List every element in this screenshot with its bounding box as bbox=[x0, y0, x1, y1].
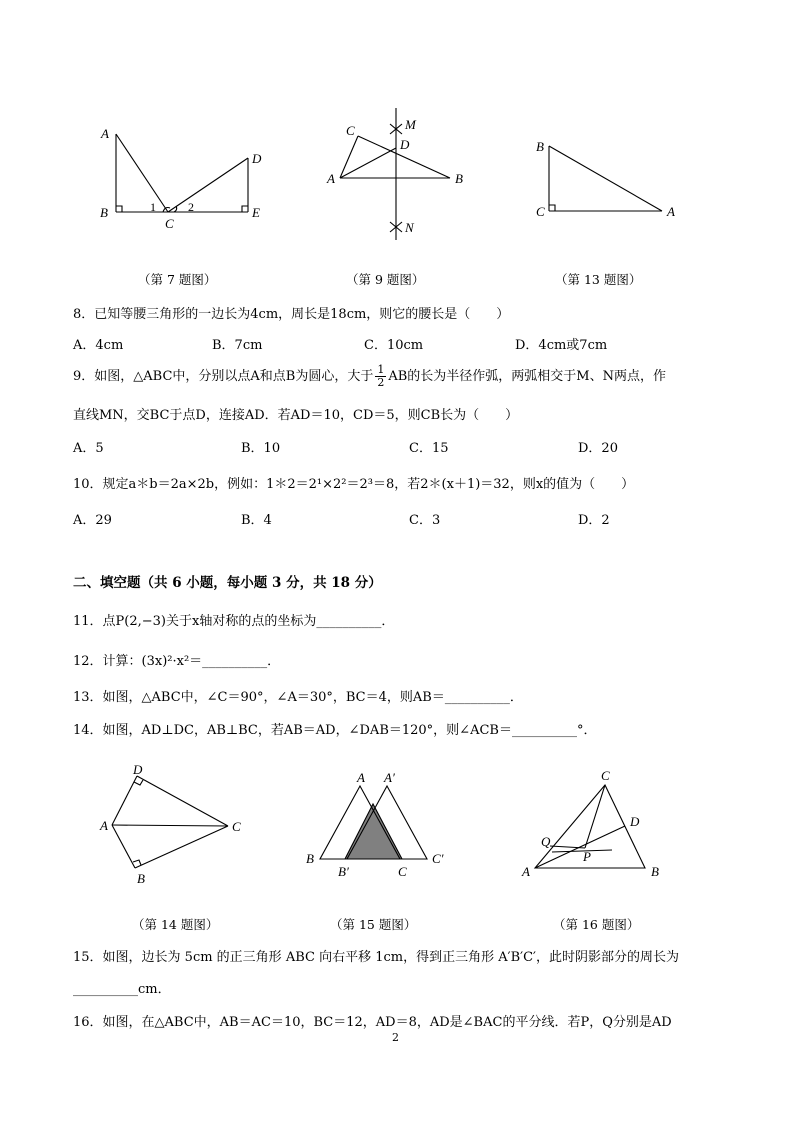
q8-option-c: C．10cm bbox=[364, 338, 424, 353]
question-14: 14．如图，AD⊥DC，AB⊥BC，若AB＝AD，∠DAB＝120°，则∠ACB＝__________°． bbox=[73, 723, 597, 738]
question-15-line2: __________cm． bbox=[73, 982, 171, 997]
fig16-label-A: A bbox=[522, 864, 530, 879]
fig9-label-M: M bbox=[405, 117, 416, 132]
fig15-label-C: C bbox=[398, 864, 407, 879]
question-12: 12．计算：(3x)²·x²＝__________． bbox=[73, 654, 281, 669]
fig15-label-B-prime: B′ bbox=[338, 864, 349, 879]
question-10: 10．规定a＊b＝2a×2b，例如：1＊2＝2¹×2²＝2³＝8，若2＊(x＋1)＝32，则x的值为（ ） bbox=[73, 477, 635, 492]
fig14-label-C: C bbox=[232, 819, 241, 834]
fig9-label-A: A bbox=[327, 171, 335, 186]
figure-7 bbox=[116, 134, 248, 212]
fig9-label-N: N bbox=[405, 220, 414, 235]
question-11: 11．点P(2,−3)关于x轴对称的点的坐标为__________． bbox=[73, 614, 395, 629]
fig15-label-A-prime: A′ bbox=[384, 770, 395, 785]
fig9-caption: （第 9 题图） bbox=[346, 272, 425, 287]
fig14-label-A: A bbox=[100, 818, 108, 833]
fig7-label-C: C bbox=[165, 216, 174, 231]
question-16: 16．如图，在△ABC中，AB＝AC＝10，BC＝12，AD＝8，AD是∠BAC的平分线．若P，Q分别是AD bbox=[73, 1015, 672, 1030]
q8-option-a: A．4cm bbox=[73, 338, 124, 353]
fig16-label-P: P bbox=[583, 849, 591, 864]
fig15-shaded-region bbox=[345, 804, 402, 859]
q10-option-d: D．2 bbox=[578, 513, 610, 528]
q10-option-a: A．29 bbox=[73, 513, 112, 528]
fig7-label-A: A bbox=[101, 126, 109, 141]
figure-15 bbox=[320, 786, 427, 859]
fig7-angle-1: 1 bbox=[150, 200, 156, 214]
q8-option-b: B．7cm bbox=[212, 338, 263, 353]
fig16-label-Q: Q bbox=[541, 834, 551, 849]
q9-option-b: B．10 bbox=[241, 441, 281, 456]
fig16-label-C: C bbox=[601, 768, 610, 783]
fig14-label-D: D bbox=[133, 762, 143, 777]
q9-frac-num: 1 bbox=[377, 363, 385, 376]
fig15-label-A: A bbox=[357, 770, 365, 785]
question-9-line1 bbox=[73, 364, 666, 389]
question-13: 13．如图，△ABC中，∠C＝90°，∠A＝30°，BC＝4，则AB＝__________． bbox=[73, 690, 523, 705]
fig7-label-B: B bbox=[100, 205, 108, 220]
figure-13 bbox=[549, 146, 662, 211]
fig14-label-B: B bbox=[137, 871, 145, 886]
fig15-label-C-prime: C′ bbox=[432, 851, 444, 866]
q9-option-a: A．5 bbox=[73, 441, 104, 456]
q10-option-c: C．3 bbox=[409, 513, 441, 528]
fig7-caption: （第 7 题图） bbox=[138, 272, 217, 287]
fig9-label-B: B bbox=[455, 171, 463, 186]
fig13-label-A: A bbox=[667, 204, 675, 219]
question-15-line1: 15．如图，边长为 5cm 的正三角形 ABC 向右平移 1cm，得到正三角形 A′B′C′，此时阴影部分的周长为 bbox=[73, 950, 679, 965]
section-2-heading: 二、填空题（共 6 小题，每小题 3 分，共 18 分） bbox=[73, 575, 382, 591]
q9-frac-den: 2 bbox=[377, 376, 385, 389]
fig16-label-D: D bbox=[630, 814, 640, 829]
fig15-caption: （第 15 题图） bbox=[330, 917, 417, 932]
q9-option-c: C．15 bbox=[409, 441, 449, 456]
fig13-caption: （第 13 题图） bbox=[555, 272, 642, 287]
fig14-caption: （第 14 题图） bbox=[132, 917, 219, 932]
top-figures bbox=[0, 100, 794, 250]
fig7-angle-2: 2 bbox=[188, 200, 194, 214]
figure-9 bbox=[340, 108, 450, 240]
bottom-figures bbox=[0, 760, 794, 890]
page-number: 2 bbox=[392, 1031, 399, 1044]
q9-line1-part2: AB的长为半径作弧，两弧相交于M、N两点，作 bbox=[388, 369, 666, 384]
fig16-caption: （第 16 题图） bbox=[553, 917, 640, 932]
fig15-label-B: B bbox=[306, 851, 314, 866]
q9-option-d: D．20 bbox=[578, 441, 618, 456]
q8-option-d: D．4cm或7cm bbox=[515, 338, 608, 353]
question-8: 8．已知等腰三角形的一边长为4cm，周长是18cm，则它的腰长是（ ） bbox=[73, 307, 510, 322]
fig7-label-D: D bbox=[252, 151, 262, 166]
q9-line1-part1: 9．如图，△ABC中，分别以点A和点B为圆心，大于 bbox=[73, 369, 374, 384]
fig16-label-B: B bbox=[651, 864, 659, 879]
fig13-label-C: C bbox=[536, 204, 545, 219]
fig9-label-C: C bbox=[346, 123, 355, 138]
fig7-label-E: E bbox=[252, 205, 260, 220]
figure-14 bbox=[112, 776, 228, 868]
q10-option-b: B．4 bbox=[241, 513, 272, 528]
fig13-label-B: B bbox=[536, 139, 544, 154]
q9-fraction bbox=[375, 364, 386, 389]
fig9-label-D: D bbox=[400, 137, 410, 152]
question-9-line2: 直线MN，交BC于点D，连接AD．若AD＝10，CD＝5，则CB长为（ ） bbox=[73, 408, 519, 423]
